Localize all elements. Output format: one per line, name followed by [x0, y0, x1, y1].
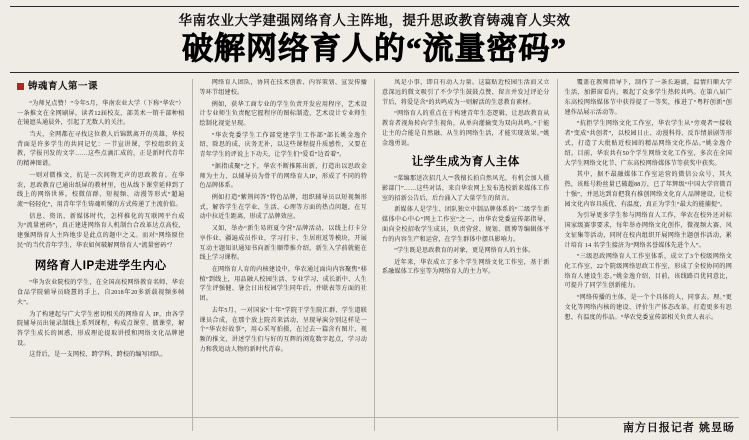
paragraph: 例如打造“紫荆问答”特色品牌，组织辅导员以短视频形式，解答学生在学业、生活、心理等方面的热点问题，在互动中拉近生距离，形成了品牌效应。 — [199, 194, 367, 221]
paragraph: 为引导更多学生参与网络育人工作，华农在校外还对标国家级赛事要求，每年举办网络文化创作，微视频大赛、风文征集等活动，同时在校内组织开展网络主题创作活动，累计培育 14 名学生接济为“网络名誉媒体先进个人”。 — [564, 212, 732, 249]
paragraph: “学生既是思政教育的对象，更是网络育人的主体。 — [394, 248, 535, 255]
kicker-line: 华南农业大学建强网络育人主阵地，提升思政教育铸魂育人实效 — [178, 13, 571, 28]
paragraph: 覆盖在教师指导下，制作了一条长遍湖，温情归顺大学生活，加滞窗看内，吸起了众多学生热转共鸣。在第八届广东高校网络媒体节中获得提了一等奖，推进了“粤籽创新”创建作品展示活动等。 — [564, 80, 732, 116]
byline: 南方日报记者 姚昱旸 — [622, 422, 735, 434]
paragraph: 为了构建起与广大学生密切相关的网络育人 IP，由各学院辅导员出镜录制线上系列课程，构成点课堂、微课堂，解答学生成长的困惑，形成理论提取讲授和网络文化品牌建设。 — [17, 311, 185, 348]
headline: 破解网络育人的“流量密码” — [182, 31, 567, 67]
paragraph: “菜编那送次招几人”“我擅长拍自然风光，有机会加人摄影部门”……这些对话，来自华农网上发布选校新来媒体工作室的招新公告后，后台涌入了大量学生的留言。 — [382, 176, 550, 202]
red-square-icon — [17, 83, 24, 90]
paragraph: 其中，据不最融媒体工作室运营的微信公众号，其火热，该账号粉丝量已破超88万，已了年辉级“中国大学官微百十强”，并迅达到育把我有推创网络文化育人品牌建设，让校园文化内容具质优、有温度，真正为学生“最大的能捕捉”。 — [564, 172, 732, 208]
paragraph: 去年5月，一对国家“十年”学院干学生院汇群、学生道联课员合成，在那个放上院首来活动，呈现导演分别这样是一个“华农好故事”，用心采写拍摄，在过去一篇含有图片、视频的推文，讲述学生们与好的互辉的浏览数字起点，学习动力和我追动人物的新时代青春。 — [199, 307, 367, 354]
paragraph: 凤是小事，即自有动人力量。这篇贴近校园生活而又立意深远的微文吸引了不少学生鼓鼓点赞、留言并发过评论分节后，将爱是含“的共鸣成为一则解活的生意教育素材。 — [382, 80, 550, 106]
paragraph: 当天，全网都在寻找这位教人后锦默离开的英雄，华校背面是许多学生的共同记忆：一节宣讲课，学校组织的支教，学报刊发的文字……这些点滴汇成的，正是新时代青年的精神图谱。 — [17, 131, 185, 168]
paragraph: “华为农业院校的学生，在全国高校网络教育名师、华农食品学院辅导员晓慧的手上，自2018年20多新载视频多帧火”。 — [17, 280, 185, 307]
paragraph: 在网络育人育的内核建设中，华农通过面向内容聚焦“移植”到线上，用品融人校园生活、专业学习、成长新中、人生学生评强健、暑会日出校园学生同年后，并联表等方面的社团。 — [199, 266, 367, 303]
paragraph: “抗拒学生网络文化工作室，华农学生从“旁观者”“接收者”变成“共创者”，以校园日止、动漫科得、反诈情景剧等形式，打造了大批贴近校园的精品网络文化作品。”姚金逸介绍，目前，华农共有50个学生网络文化工作室，多次在全国大学生网络文化节、广东高校网络媒体节等获奖中获奖。 — [564, 121, 732, 167]
paragraph: “网络传播的主体，是一个个具体的人，同事去。理。”更文化等网络内核的建设、评价生产体态改革，打造更多有思想、有温度的作品。“华农党委宣传部相关负责人表示。 — [564, 294, 732, 321]
headline-divider — [10, 72, 739, 73]
column-3 — [374, 79, 557, 431]
paragraph: “三级思政网络育人工作室体系，成立了3个校级网络文化工作室、22个院级网络思政工作室，形成了全校协同的网络育人建设生态。”姚金逸介绍，目前，该线路百优同意比，可提升了同学生创新能力。 — [564, 253, 732, 290]
column-2 — [192, 79, 375, 431]
paragraph: “网络育人的重点在于构建青年生态逻辑，让思政教育从教育者视角转向学生视角，从单向灌输变为双向共鸣。”于能让主的合能是自然融、从生的网络生活，才能实现效果。”姚金逸勇说。 — [382, 111, 550, 147]
paragraph: 新媒体人是学生、团队独立中制品牌体系的“二级学生新媒体中心中心”网上工作室”之一，由华农党委宣传部指导，面向全校招收学生成员，负责营营、规划、微博等编辑体平台的内容生产和运营，在学生群体中摆具影响力。 — [382, 207, 550, 243]
paragraph: 网络育人团队，协同在技术创新、内容策划、宣发传播等环节组建校。 — [199, 80, 367, 97]
bottom-divider — [10, 417, 739, 418]
paragraph: “华农党委学生工作部党建学生工作部”部长姚金逸介绍，除思的成、庆务无补，以这些课程提升质感性，又要在青年学生的评说上下功夫，让学生们“爱看”边看着”。 — [199, 132, 367, 159]
paragraph: “为师兄点赞！”今年5月，华南农业大学（下称“华农”）一条推文在全网刷屏，读者12届校友、部美术一销千部种植在镜遮头通晨外，引起了无数人的关注。 — [17, 100, 185, 127]
section-label: 铸魂育人第一课 — [28, 81, 99, 93]
subhead-col3: 让学生成为育人主体 — [411, 155, 520, 168]
article-columns — [10, 79, 739, 431]
subhead-col1: 网络育人IP走进学生内心 — [34, 260, 167, 273]
paragraph: 例如，获华工商专业的学生负责开发应用程序，艺术设计专业师生负责配它握程序的图标制造，艺术设计专业师生绘制化视觉呈现。 — [199, 101, 367, 128]
paragraph: 近年来，华农成立了多个学生网络文化工作室，基于新系融媒体工作室等为网络育人的主力军。 — [382, 259, 550, 276]
top-divider — [10, 6, 739, 7]
column-1 — [10, 79, 192, 431]
column-4 — [557, 79, 740, 431]
paragraph: 这背后，是一支网校、跨学科、跨校的编写团队。 — [29, 352, 167, 359]
section-header — [17, 79, 185, 94]
paragraph: 又如，举办“新生易班夏令营”品牌活动，以线上打卡分享作业、疆遍成员作业，学习打卡、生居班返等模块，开展互动主题知识通知书向新生顺带推介绍，新生入学前就能在线上学习课程。 — [199, 225, 367, 262]
paragraph: 一则对微推文，抗是一次间物无声的思政教育。在华农，思政教育已通出纸屏的教材里，也从线下课堂延伸到了线上的网络世界。校微信群、短视频、动漫等形式“超遍流”“轻轻化”，用青年学生铸魂听懂的方式传递了主流价值。 — [17, 172, 185, 209]
paragraph: “据指成聚”之下，华农不断推陈出新，打造出以思政金师为主力、以辅导员为骨干的网络育人IP，形成了不同的特色品牌体系。 — [199, 163, 367, 190]
paragraph: 信息、资讯、新媒体时代，怎样推化的互联网平台成为“流量密码”，真正建进网络育人机制台合改革达点高校，建强网络育人主阵地步是此点的题中之义。而对“网络原住民”的当代青年学生，华农如何破解网络育人“流量密码”？ — [17, 213, 185, 250]
